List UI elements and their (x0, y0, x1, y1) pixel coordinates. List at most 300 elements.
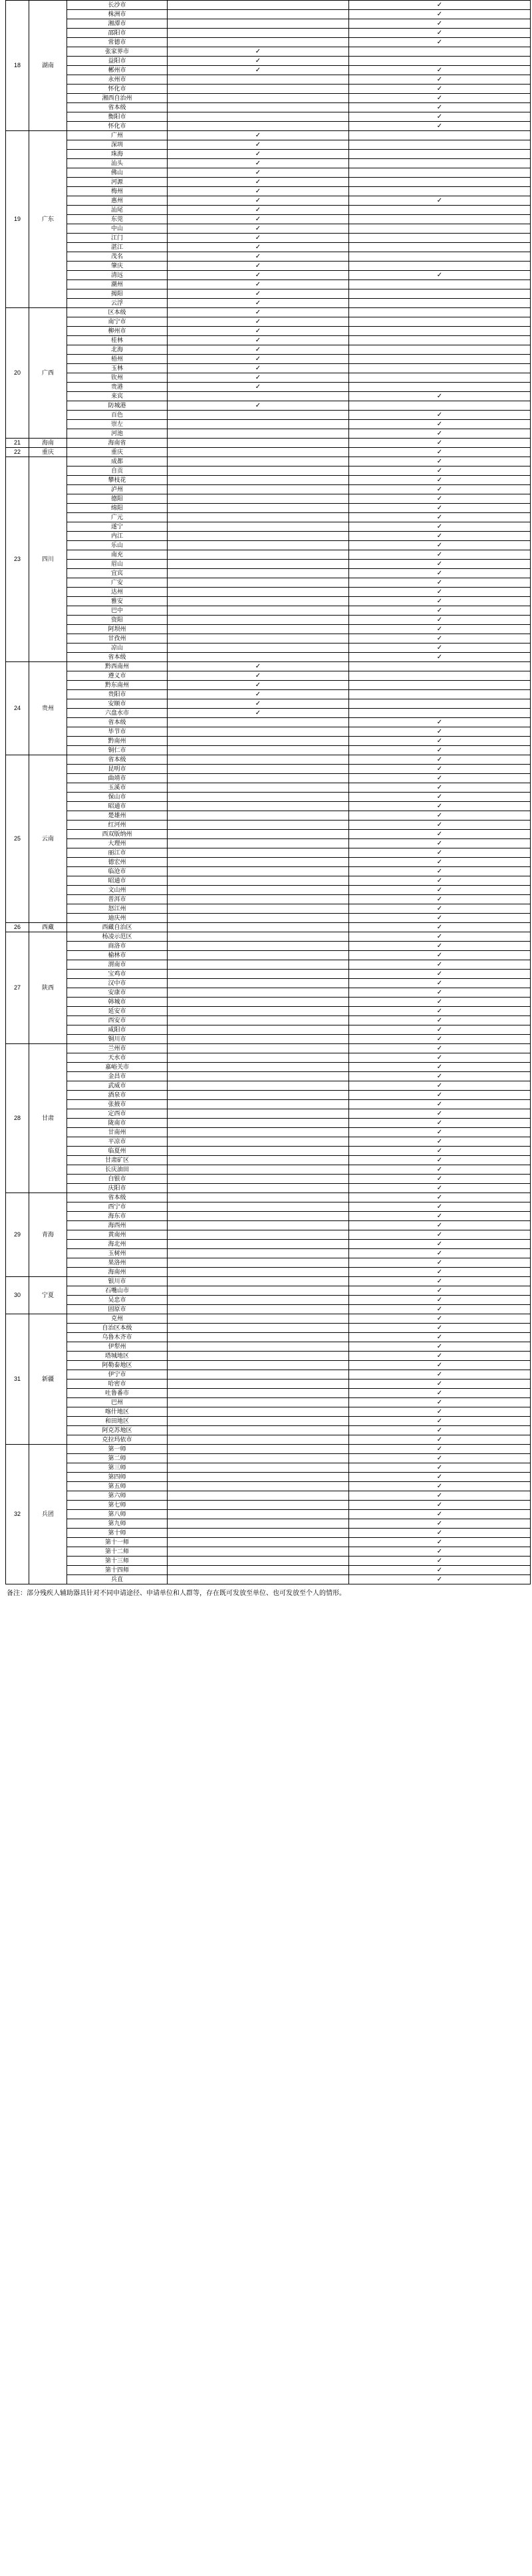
issue-to-individual-cell: ✓ (349, 951, 531, 960)
table-row (6, 112, 531, 122)
table-row (6, 262, 531, 271)
city-cell: 中山 (67, 224, 168, 234)
table-row (6, 1510, 531, 1519)
issue-to-individual-cell: ✓ (349, 1268, 531, 1277)
issue-to-individual-cell (349, 206, 531, 215)
issue-to-individual-cell: ✓ (349, 1035, 531, 1044)
issue-to-unit-cell (168, 746, 349, 755)
issue-to-individual-cell: ✓ (349, 1314, 531, 1324)
city-cell: 黔东南州 (67, 681, 168, 690)
issue-to-unit-cell (168, 1575, 349, 1584)
city-cell: 第五师 (67, 1482, 168, 1491)
issue-to-unit-cell (168, 1100, 349, 1109)
city-cell: 湘潭市 (67, 19, 168, 29)
issue-to-unit-cell (168, 644, 349, 653)
issue-to-unit-cell (168, 998, 349, 1007)
issue-to-unit-cell (168, 103, 349, 112)
table-row (6, 839, 531, 848)
issue-to-unit-cell (168, 1305, 349, 1314)
issue-to-unit-cell (168, 727, 349, 737)
issue-to-individual-cell: ✓ (349, 1352, 531, 1361)
issue-to-unit-cell: ✓ (168, 234, 349, 243)
issue-to-individual-cell: ✓ (349, 1184, 531, 1193)
table-row (6, 168, 531, 178)
issue-to-individual-cell: ✓ (349, 429, 531, 439)
issue-to-unit-cell (168, 10, 349, 19)
city-cell: 杨凌示范区 (67, 932, 168, 942)
issue-to-unit-cell (168, 876, 349, 886)
table-row (6, 932, 531, 942)
city-cell: 天水市 (67, 1053, 168, 1063)
city-cell: 西双版纳州 (67, 830, 168, 839)
table-row (6, 830, 531, 839)
issue-to-unit-cell (168, 1184, 349, 1193)
table-row (6, 1417, 531, 1426)
city-cell: 雅安 (67, 597, 168, 606)
issue-to-unit-cell (168, 1063, 349, 1072)
table-row (6, 1230, 531, 1240)
city-cell: 汉中市 (67, 979, 168, 988)
city-cell: 自治区本级 (67, 1324, 168, 1333)
city-cell: 德阳 (67, 494, 168, 504)
issue-to-individual-cell: ✓ (349, 1221, 531, 1230)
table-row (6, 317, 531, 327)
table-row (6, 942, 531, 951)
city-cell: 玉树州 (67, 1249, 168, 1258)
issue-to-individual-cell: ✓ (349, 886, 531, 895)
table-row (6, 308, 531, 317)
issue-to-unit-cell (168, 532, 349, 541)
issue-to-unit-cell (168, 504, 349, 513)
city-cell: 怀化市 (67, 122, 168, 131)
city-cell: 株洲市 (67, 10, 168, 19)
issue-to-unit-cell (168, 811, 349, 821)
issue-to-unit-cell: ✓ (168, 709, 349, 718)
issue-to-unit-cell (168, 485, 349, 494)
issue-to-unit-cell (168, 848, 349, 858)
issue-to-unit-cell (168, 793, 349, 802)
issue-to-individual-cell (349, 355, 531, 364)
issue-to-unit-cell (168, 1091, 349, 1100)
issue-to-individual-cell: ✓ (349, 1389, 531, 1398)
table-row (6, 1193, 531, 1202)
table-row (6, 1, 531, 10)
city-cell: 衡阳市 (67, 112, 168, 122)
table-row (6, 1389, 531, 1398)
issue-to-unit-cell (168, 1240, 349, 1249)
issue-to-individual-cell: ✓ (349, 783, 531, 793)
issue-to-unit-cell (168, 951, 349, 960)
issue-to-unit-cell (168, 1016, 349, 1025)
issue-to-individual-cell: ✓ (349, 1370, 531, 1380)
table-row (6, 1165, 531, 1175)
issue-to-individual-cell: ✓ (349, 1566, 531, 1575)
table-row (6, 122, 531, 131)
table-row (6, 681, 531, 690)
issue-to-unit-cell: ✓ (168, 168, 349, 178)
row-index-cell: 30 (6, 1277, 29, 1314)
issue-to-individual-cell (349, 373, 531, 383)
issue-to-individual-cell: ✓ (349, 1333, 531, 1342)
issue-to-individual-cell: ✓ (349, 103, 531, 112)
issue-to-individual-cell: ✓ (349, 1128, 531, 1137)
issue-to-individual-cell: ✓ (349, 504, 531, 513)
city-cell: 湛江 (67, 243, 168, 252)
table-row (6, 988, 531, 998)
city-cell: 庆阳市 (67, 1184, 168, 1193)
issue-to-unit-cell (168, 802, 349, 811)
city-cell: 克州 (67, 1314, 168, 1324)
issue-to-individual-cell: ✓ (349, 1519, 531, 1529)
table-row (6, 634, 531, 644)
city-cell: 揭阳 (67, 289, 168, 299)
issue-to-individual-cell (349, 299, 531, 308)
city-cell: 内江 (67, 532, 168, 541)
issue-to-unit-cell (168, 1370, 349, 1380)
city-cell: 延安市 (67, 1007, 168, 1016)
issue-to-unit-cell (168, 560, 349, 569)
table-row (6, 345, 531, 355)
issue-to-individual-cell: ✓ (349, 1044, 531, 1053)
issue-to-individual-cell: ✓ (349, 1053, 531, 1063)
issue-to-individual-cell: ✓ (349, 494, 531, 504)
issue-to-individual-cell: ✓ (349, 569, 531, 578)
issue-to-unit-cell (168, 960, 349, 970)
city-cell: 平凉市 (67, 1137, 168, 1147)
issue-to-individual-cell: ✓ (349, 66, 531, 75)
issue-to-individual-cell: ✓ (349, 1445, 531, 1454)
province-cell: 云南 (29, 755, 67, 923)
issue-to-unit-cell (168, 1557, 349, 1566)
row-index-cell: 20 (6, 308, 29, 439)
city-cell: 金昌市 (67, 1072, 168, 1081)
issue-to-individual-cell (349, 671, 531, 681)
table-row (6, 699, 531, 709)
city-cell: 德宏州 (67, 858, 168, 867)
issue-to-individual-cell: ✓ (349, 1463, 531, 1473)
city-cell: 钦州 (67, 373, 168, 383)
issue-to-individual-cell (349, 336, 531, 345)
city-cell: 绵阳 (67, 504, 168, 513)
issue-to-unit-cell (168, 1407, 349, 1417)
issue-to-individual-cell: ✓ (349, 979, 531, 988)
issue-to-unit-cell (168, 1137, 349, 1147)
issue-to-individual-cell (349, 150, 531, 159)
issue-to-individual-cell: ✓ (349, 848, 531, 858)
row-index-cell: 29 (6, 1193, 29, 1277)
issue-to-unit-cell (168, 1445, 349, 1454)
table-row (6, 671, 531, 681)
table-row (6, 1156, 531, 1165)
city-cell: 红河州 (67, 821, 168, 830)
issue-to-individual-cell: ✓ (349, 765, 531, 774)
city-cell: 玉林 (67, 364, 168, 373)
city-cell: 怀化市 (67, 85, 168, 94)
issue-to-individual-cell: ✓ (349, 970, 531, 979)
issue-to-individual-cell: ✓ (349, 1100, 531, 1109)
table-row (6, 187, 531, 196)
issue-to-unit-cell: ✓ (168, 196, 349, 206)
table-row (6, 1100, 531, 1109)
city-cell: 大理州 (67, 839, 168, 848)
issue-to-unit-cell (168, 1435, 349, 1445)
table-row (6, 289, 531, 299)
table-row (6, 1352, 531, 1361)
issue-to-unit-cell (168, 75, 349, 85)
issue-to-individual-cell: ✓ (349, 1435, 531, 1445)
city-cell: 河源 (67, 178, 168, 187)
table-row (6, 1491, 531, 1501)
issue-to-individual-cell: ✓ (349, 876, 531, 886)
issue-to-individual-cell (349, 178, 531, 187)
table-row (6, 1445, 531, 1454)
issue-to-individual-cell: ✓ (349, 1380, 531, 1389)
issue-to-individual-cell: ✓ (349, 1538, 531, 1547)
city-cell: 渭南市 (67, 960, 168, 970)
city-cell: 第十一师 (67, 1538, 168, 1547)
table-row (6, 644, 531, 653)
issue-to-unit-cell: ✓ (168, 57, 349, 66)
issue-to-individual-cell: ✓ (349, 830, 531, 839)
issue-to-individual-cell: ✓ (349, 988, 531, 998)
issue-to-unit-cell (168, 1081, 349, 1091)
issue-to-individual-cell: ✓ (349, 588, 531, 597)
city-cell: 伊宁市 (67, 1370, 168, 1380)
issue-to-individual-cell: ✓ (349, 560, 531, 569)
issue-to-individual-cell: ✓ (349, 867, 531, 876)
city-cell: 保山市 (67, 793, 168, 802)
issue-to-individual-cell (349, 289, 531, 299)
city-cell: 郴州市 (67, 66, 168, 75)
city-cell: 兰州市 (67, 1044, 168, 1053)
issue-to-unit-cell (168, 19, 349, 29)
issue-to-unit-cell: ✓ (168, 178, 349, 187)
table-row (6, 47, 531, 57)
city-cell: 第三师 (67, 1463, 168, 1473)
issue-to-unit-cell (168, 1277, 349, 1286)
issue-to-unit-cell (168, 1566, 349, 1575)
city-cell: 东莞 (67, 215, 168, 224)
issue-to-individual-cell: ✓ (349, 616, 531, 625)
city-cell: 六盘水市 (67, 709, 168, 718)
city-cell: 丽江市 (67, 848, 168, 858)
issue-to-individual-cell: ✓ (349, 550, 531, 560)
table-row (6, 196, 531, 206)
issue-to-unit-cell (168, 821, 349, 830)
table-row (6, 858, 531, 867)
table-row (6, 429, 531, 439)
province-cell: 西藏 (29, 923, 67, 932)
city-cell: 海南省 (67, 439, 168, 448)
issue-to-individual-cell: ✓ (349, 522, 531, 532)
city-cell: 省本级 (67, 1193, 168, 1202)
issue-to-individual-cell: ✓ (349, 38, 531, 47)
table-row (6, 355, 531, 364)
issue-to-individual-cell (349, 662, 531, 671)
issue-to-individual-cell: ✓ (349, 895, 531, 904)
issue-to-individual-cell: ✓ (349, 29, 531, 38)
table-row (6, 1147, 531, 1156)
table-row (6, 1361, 531, 1370)
city-cell: 和田地区 (67, 1417, 168, 1426)
row-index-cell: 27 (6, 932, 29, 1044)
issue-to-unit-cell (168, 1035, 349, 1044)
table-row (6, 1128, 531, 1137)
issue-to-individual-cell: ✓ (349, 1249, 531, 1258)
issue-to-individual-cell: ✓ (349, 802, 531, 811)
city-cell: 曲靖市 (67, 774, 168, 783)
issue-to-individual-cell: ✓ (349, 112, 531, 122)
table-row (6, 457, 531, 466)
city-cell: 陇南市 (67, 1119, 168, 1128)
issue-to-unit-cell (168, 578, 349, 588)
table-row (6, 19, 531, 29)
issue-to-unit-cell (168, 411, 349, 420)
table-row (6, 476, 531, 485)
issue-to-unit-cell (168, 923, 349, 932)
issue-to-individual-cell: ✓ (349, 1296, 531, 1305)
issue-to-individual-cell: ✓ (349, 1258, 531, 1268)
issue-to-individual-cell: ✓ (349, 466, 531, 476)
issue-to-individual-cell: ✓ (349, 541, 531, 550)
city-cell: 第六师 (67, 1491, 168, 1501)
issue-to-individual-cell: ✓ (349, 942, 531, 951)
issue-to-individual-cell: ✓ (349, 1063, 531, 1072)
issue-to-individual-cell: ✓ (349, 411, 531, 420)
city-cell: 武威市 (67, 1081, 168, 1091)
table-row (6, 886, 531, 895)
issue-to-unit-cell (168, 1193, 349, 1202)
table-row (6, 737, 531, 746)
issue-to-unit-cell (168, 765, 349, 774)
province-cell: 甘肃 (29, 1044, 67, 1193)
table-row (6, 94, 531, 103)
table-row (6, 867, 531, 876)
issue-to-unit-cell (168, 653, 349, 662)
issue-to-individual-cell: ✓ (349, 1426, 531, 1435)
issue-to-individual-cell (349, 345, 531, 355)
table-row (6, 411, 531, 420)
issue-to-unit-cell (168, 1547, 349, 1557)
table-row (6, 1473, 531, 1482)
city-cell: 铜川市 (67, 1035, 168, 1044)
table-row (6, 895, 531, 904)
issue-to-unit-cell (168, 588, 349, 597)
issue-to-unit-cell (168, 1202, 349, 1212)
issue-to-individual-cell: ✓ (349, 122, 531, 131)
issue-to-unit-cell (168, 830, 349, 839)
table-row (6, 1529, 531, 1538)
table-row (6, 178, 531, 187)
issue-to-individual-cell: ✓ (349, 923, 531, 932)
city-cell: 张掖市 (67, 1100, 168, 1109)
table-row (6, 29, 531, 38)
city-cell: 惠州 (67, 196, 168, 206)
issue-to-unit-cell: ✓ (168, 252, 349, 262)
issue-to-individual-cell (349, 383, 531, 392)
issue-to-unit-cell (168, 1072, 349, 1081)
table-row (6, 1044, 531, 1053)
city-cell: 哈密市 (67, 1380, 168, 1389)
issue-to-individual-cell: ✓ (349, 1557, 531, 1566)
issue-to-unit-cell (168, 29, 349, 38)
table-row (6, 765, 531, 774)
issue-to-unit-cell (168, 122, 349, 131)
issue-to-unit-cell (168, 466, 349, 476)
city-cell: 普洱市 (67, 895, 168, 904)
table-row (6, 588, 531, 597)
city-cell: 第十二师 (67, 1547, 168, 1557)
issue-to-individual-cell: ✓ (349, 914, 531, 923)
issue-to-unit-cell (168, 1463, 349, 1473)
table-row (6, 970, 531, 979)
issue-to-unit-cell (168, 569, 349, 578)
table-row (6, 960, 531, 970)
issue-to-unit-cell (168, 1342, 349, 1352)
table-row (6, 85, 531, 94)
table-row (6, 10, 531, 19)
table-row (6, 1407, 531, 1417)
city-cell: 南宁市 (67, 317, 168, 327)
table-row (6, 774, 531, 783)
issue-to-individual-cell: ✓ (349, 839, 531, 848)
issue-to-individual-cell: ✓ (349, 1016, 531, 1025)
city-cell: 邵阳市 (67, 29, 168, 38)
issue-to-unit-cell (168, 494, 349, 504)
city-cell: 桂林 (67, 336, 168, 345)
city-cell: 第十三师 (67, 1557, 168, 1566)
city-cell: 西安市 (67, 1016, 168, 1025)
table-row (6, 75, 531, 85)
row-index-cell: 22 (6, 448, 29, 457)
issue-to-unit-cell: ✓ (168, 187, 349, 196)
row-index-cell: 32 (6, 1445, 29, 1584)
issue-to-individual-cell: ✓ (349, 606, 531, 616)
issue-to-individual-cell: ✓ (349, 1, 531, 10)
issue-to-individual-cell: ✓ (349, 271, 531, 280)
table-row (6, 914, 531, 923)
issue-to-unit-cell (168, 1268, 349, 1277)
city-cell: 果洛州 (67, 1258, 168, 1268)
issue-to-individual-cell: ✓ (349, 793, 531, 802)
row-index-cell: 21 (6, 439, 29, 448)
city-cell: 咸阳市 (67, 1025, 168, 1035)
city-cell: 长庆油田 (67, 1165, 168, 1175)
issue-to-individual-cell: ✓ (349, 476, 531, 485)
issue-to-individual-cell: ✓ (349, 1202, 531, 1212)
table-row (6, 513, 531, 522)
province-cell: 重庆 (29, 448, 67, 457)
city-cell: 海东市 (67, 1212, 168, 1221)
issue-to-individual-cell (349, 57, 531, 66)
table-row (6, 1324, 531, 1333)
issue-to-individual-cell: ✓ (349, 1575, 531, 1584)
issue-to-unit-cell (168, 1128, 349, 1137)
issue-to-individual-cell: ✓ (349, 1240, 531, 1249)
issue-to-individual-cell: ✓ (349, 196, 531, 206)
city-cell: 黔南州 (67, 737, 168, 746)
issue-to-unit-cell (168, 448, 349, 457)
issue-to-unit-cell: ✓ (168, 262, 349, 271)
city-cell: 广州 (67, 131, 168, 140)
table-row (6, 38, 531, 47)
issue-to-unit-cell: ✓ (168, 47, 349, 57)
city-cell: 湘西自治州 (67, 94, 168, 103)
city-cell: 省本级 (67, 653, 168, 662)
issue-to-unit-cell (168, 85, 349, 94)
table-row (6, 448, 531, 457)
table-row (6, 1454, 531, 1463)
